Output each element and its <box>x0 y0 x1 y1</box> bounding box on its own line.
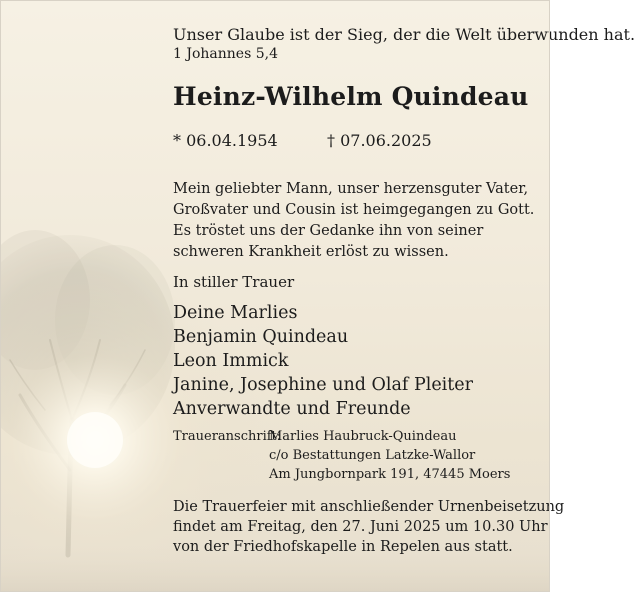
mourners-list <box>173 301 473 421</box>
mourner-item: Janine, Josephine und Olaf Pleiter <box>173 375 474 395</box>
birth-date: * 06.04.1954 <box>173 131 278 150</box>
deceased-name: Heinz-Wilhelm Quindeau <box>173 82 529 111</box>
mourning-address <box>269 427 510 484</box>
obituary-message <box>173 179 534 263</box>
address-line: Marlies Haubruck-Quindeau <box>269 429 457 444</box>
funeral-line: findet am Freitag, den 27. Juni 2025 um 10.30 Uhr <box>173 519 548 535</box>
mourner-item: Deine Marlies <box>173 303 298 323</box>
funeral-line: von der Friedhofskapelle in Repelen aus statt. <box>173 539 513 555</box>
address-label: Traueranschrift: <box>173 429 282 444</box>
mourner-item: Benjamin Quindeau <box>173 327 349 347</box>
mourning-intro: In stiller Trauer <box>173 273 295 291</box>
bible-quote-reference: 1 Johannes 5,4 <box>173 46 278 62</box>
address-line: c/o Bestattungen Latzke-Wallor <box>269 448 476 463</box>
message-line: Großvater und Cousin ist heimgegangen zu Gott. <box>173 202 535 218</box>
message-line: Mein geliebter Mann, unser herzensguter Vater, <box>173 181 529 197</box>
message-line: schweren Krankheit erlöst zu wissen. <box>173 244 449 260</box>
funeral-line: Die Trauerfeier mit anschließender Urnenbeisetzung <box>173 499 565 515</box>
funeral-notice <box>173 497 564 557</box>
bible-quote: Unser Glaube ist der Sieg, der die Welt überwunden hat. <box>173 25 635 44</box>
mourner-item: Leon Immick <box>173 351 289 371</box>
address-line: Am Jungbornpark 191, 47445 Moers <box>269 467 511 482</box>
message-line: Es tröstet uns der Gedanke ihn von seiner <box>173 223 484 239</box>
death-date: † 07.06.2025 <box>327 131 432 150</box>
mourner-item: Anverwandte und Freunde <box>173 399 411 419</box>
